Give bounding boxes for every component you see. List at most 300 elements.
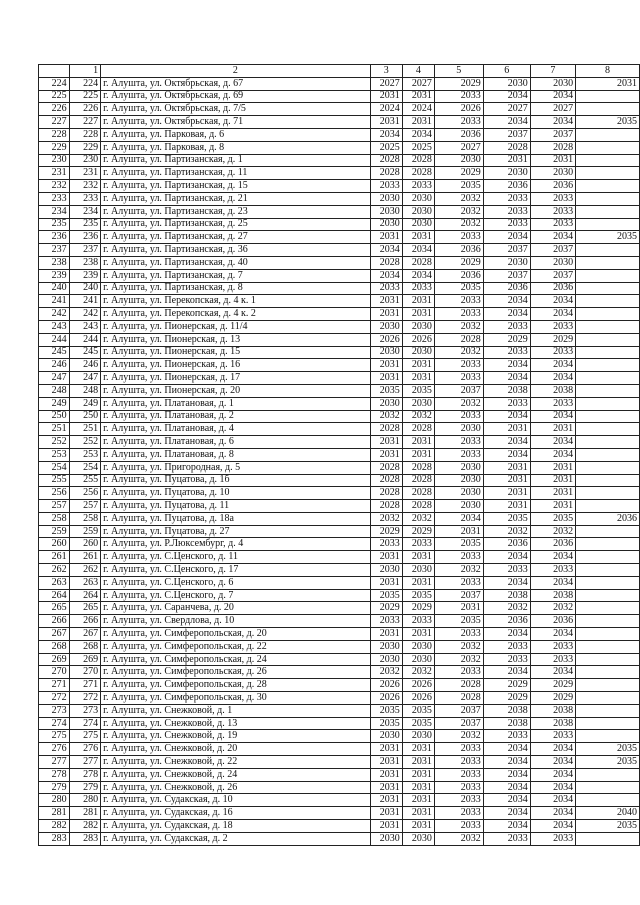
year-col-3-cell: 2030: [370, 320, 402, 333]
year-col-4-cell: 2030: [402, 653, 434, 666]
table-row: [39, 487, 640, 500]
year-col-6-cell: 2031: [483, 461, 530, 474]
year-col-7-cell: 2034: [530, 743, 575, 756]
year-col-8-cell: [576, 423, 640, 436]
year-col-8-cell: 2031: [576, 77, 640, 90]
table-row: [39, 397, 640, 410]
year-col-4-cell: 2030: [402, 832, 434, 845]
year-col-7-cell: 2038: [530, 589, 575, 602]
table-row: [39, 615, 640, 628]
address-cell: г. Алушта, ул. Платановая, д. 2: [101, 410, 371, 423]
year-col-4-cell: 2034: [402, 269, 434, 282]
table-row: [39, 167, 640, 180]
year-col-6-cell: 2038: [483, 589, 530, 602]
table-row: [39, 384, 640, 397]
row-number-cell: 238: [39, 256, 70, 269]
year-col-4-cell: 2028: [402, 423, 434, 436]
item-number-cell: 274: [69, 717, 100, 730]
header-cell: 8: [576, 65, 640, 78]
address-cell: г. Алушта, ул. Партизанская, д. 40: [101, 256, 371, 269]
year-col-6-cell: 2034: [483, 820, 530, 833]
year-col-3-cell: 2031: [370, 308, 402, 321]
year-col-6-cell: 2035: [483, 512, 530, 525]
address-cell: г. Алушта, ул. Платановая, д. 8: [101, 448, 371, 461]
year-col-6-cell: 2037: [483, 128, 530, 141]
year-col-4-cell: 2032: [402, 666, 434, 679]
item-number-cell: 246: [69, 359, 100, 372]
table-row: [39, 717, 640, 730]
table-row: [39, 794, 640, 807]
year-col-7-cell: 2034: [530, 231, 575, 244]
year-col-4-cell: 2027: [402, 77, 434, 90]
year-col-8-cell: [576, 730, 640, 743]
year-col-4-cell: 2032: [402, 512, 434, 525]
year-col-3-cell: 2026: [370, 692, 402, 705]
year-col-4-cell: 2028: [402, 500, 434, 513]
table-row: [39, 756, 640, 769]
year-col-7-cell: 2029: [530, 333, 575, 346]
year-col-6-cell: 2034: [483, 231, 530, 244]
table-row: [39, 564, 640, 577]
item-number-cell: 275: [69, 730, 100, 743]
year-col-7-cell: 2034: [530, 807, 575, 820]
year-col-4-cell: 2033: [402, 615, 434, 628]
year-col-6-cell: 2033: [483, 192, 530, 205]
year-col-4-cell: 2031: [402, 781, 434, 794]
row-number-cell: 271: [39, 679, 70, 692]
item-number-cell: 234: [69, 205, 100, 218]
item-number-cell: 255: [69, 474, 100, 487]
year-col-4-cell: 2031: [402, 436, 434, 449]
address-cell: г. Алушта, ул. Пуцатова, д. 11: [101, 500, 371, 513]
header-cell: [39, 65, 70, 78]
address-cell: г. Алушта, ул. Партизанская, д. 25: [101, 218, 371, 231]
year-col-8-cell: 2035: [576, 756, 640, 769]
row-number-cell: 226: [39, 103, 70, 116]
year-col-6-cell: 2038: [483, 384, 530, 397]
item-number-cell: 270: [69, 666, 100, 679]
year-col-5-cell: 2032: [434, 640, 483, 653]
year-col-4-cell: 2031: [402, 743, 434, 756]
year-col-7-cell: 2029: [530, 692, 575, 705]
year-col-5-cell: 2033: [434, 576, 483, 589]
row-number-cell: 256: [39, 487, 70, 500]
year-col-7-cell: 2034: [530, 448, 575, 461]
year-col-4-cell: 2026: [402, 679, 434, 692]
address-cell: г. Алушта, ул. Перекопская, д. 4 к. 2: [101, 308, 371, 321]
year-col-3-cell: 2029: [370, 602, 402, 615]
year-col-5-cell: 2030: [434, 474, 483, 487]
year-col-4-cell: 2033: [402, 282, 434, 295]
year-col-7-cell: 2034: [530, 781, 575, 794]
year-col-8-cell: [576, 269, 640, 282]
year-col-7-cell: 2032: [530, 525, 575, 538]
year-col-8-cell: 2035: [576, 231, 640, 244]
year-col-7-cell: 2037: [530, 244, 575, 257]
item-number-cell: 241: [69, 295, 100, 308]
item-number-cell: 249: [69, 397, 100, 410]
year-col-3-cell: 2031: [370, 794, 402, 807]
address-cell: г. Алушта, ул. Судакская, д. 16: [101, 807, 371, 820]
year-col-8-cell: [576, 781, 640, 794]
year-col-7-cell: 2036: [530, 538, 575, 551]
year-col-5-cell: 2032: [434, 397, 483, 410]
address-cell: г. Алушта, ул. Парковая, д. 6: [101, 128, 371, 141]
row-number-cell: 280: [39, 794, 70, 807]
address-cell: г. Алушта, ул. Партизанская, д. 11: [101, 167, 371, 180]
address-cell: г. Алушта, ул. Снежковой, д. 1: [101, 704, 371, 717]
year-col-6-cell: 2033: [483, 730, 530, 743]
item-number-cell: 266: [69, 615, 100, 628]
address-cell: г. Алушта, ул. Снежковой, д. 13: [101, 717, 371, 730]
year-col-8-cell: [576, 359, 640, 372]
year-col-4-cell: 2030: [402, 320, 434, 333]
row-number-cell: 250: [39, 410, 70, 423]
year-col-5-cell: 2033: [434, 308, 483, 321]
year-col-6-cell: 2033: [483, 397, 530, 410]
year-col-8-cell: [576, 602, 640, 615]
year-col-5-cell: 2029: [434, 77, 483, 90]
year-col-7-cell: 2034: [530, 768, 575, 781]
row-number-cell: 281: [39, 807, 70, 820]
year-col-5-cell: 2033: [434, 448, 483, 461]
item-number-cell: 253: [69, 448, 100, 461]
year-col-4-cell: 2030: [402, 218, 434, 231]
year-col-5-cell: 2032: [434, 320, 483, 333]
table-row: [39, 308, 640, 321]
address-cell: г. Алушта, ул. Пуцатова, д. 18а: [101, 512, 371, 525]
address-cell: г. Алушта, ул. Свердлова, д. 10: [101, 615, 371, 628]
year-col-8-cell: [576, 794, 640, 807]
year-col-6-cell: 2034: [483, 628, 530, 641]
year-col-5-cell: 2035: [434, 180, 483, 193]
year-col-3-cell: 2031: [370, 372, 402, 385]
year-col-8-cell: [576, 192, 640, 205]
year-col-6-cell: 2033: [483, 832, 530, 845]
year-col-8-cell: [576, 500, 640, 513]
year-col-5-cell: 2032: [434, 730, 483, 743]
year-col-4-cell: 2030: [402, 192, 434, 205]
year-col-4-cell: 2031: [402, 116, 434, 129]
address-cell: г. Алушта, ул. Снежковой, д. 22: [101, 756, 371, 769]
year-col-8-cell: [576, 666, 640, 679]
address-cell: г. Алушта, ул. Октябрьская, д. 7/5: [101, 103, 371, 116]
item-number-cell: 269: [69, 653, 100, 666]
year-col-8-cell: [576, 679, 640, 692]
year-col-7-cell: 2034: [530, 359, 575, 372]
year-col-6-cell: 2034: [483, 116, 530, 129]
year-col-5-cell: 2033: [434, 781, 483, 794]
year-col-8-cell: [576, 180, 640, 193]
year-col-6-cell: 2031: [483, 474, 530, 487]
row-number-cell: 240: [39, 282, 70, 295]
year-col-6-cell: 2031: [483, 487, 530, 500]
item-number-cell: 251: [69, 423, 100, 436]
year-col-3-cell: 2028: [370, 256, 402, 269]
year-col-4-cell: 2030: [402, 564, 434, 577]
row-number-cell: 268: [39, 640, 70, 653]
row-number-cell: 279: [39, 781, 70, 794]
year-col-6-cell: 2034: [483, 551, 530, 564]
item-number-cell: 256: [69, 487, 100, 500]
year-col-4-cell: 2028: [402, 167, 434, 180]
table-row: [39, 423, 640, 436]
address-cell: г. Алушта, ул. Снежковой, д. 24: [101, 768, 371, 781]
item-number-cell: 258: [69, 512, 100, 525]
address-cell: г. Алушта, ул. Перекопская, д. 4 к. 1: [101, 295, 371, 308]
address-cell: г. Алушта, ул. Партизанская, д. 15: [101, 180, 371, 193]
address-cell: г. Алушта, ул. Р.Люксембург, д. 4: [101, 538, 371, 551]
row-number-cell: 264: [39, 589, 70, 602]
row-number-cell: 272: [39, 692, 70, 705]
row-number-cell: 247: [39, 372, 70, 385]
year-col-4-cell: 2035: [402, 717, 434, 730]
item-number-cell: 225: [69, 90, 100, 103]
year-col-7-cell: 2034: [530, 820, 575, 833]
row-number-cell: 275: [39, 730, 70, 743]
row-number-cell: 230: [39, 154, 70, 167]
year-col-4-cell: 2029: [402, 602, 434, 615]
year-col-7-cell: 2037: [530, 269, 575, 282]
row-number-cell: 266: [39, 615, 70, 628]
year-col-3-cell: 2031: [370, 90, 402, 103]
year-col-6-cell: 2033: [483, 346, 530, 359]
item-number-cell: 283: [69, 832, 100, 845]
item-number-cell: 248: [69, 384, 100, 397]
year-col-6-cell: 2034: [483, 436, 530, 449]
year-col-7-cell: 2028: [530, 141, 575, 154]
row-number-cell: 277: [39, 756, 70, 769]
year-col-3-cell: 2033: [370, 282, 402, 295]
table-row: [39, 602, 640, 615]
year-col-5-cell: 2033: [434, 628, 483, 641]
year-col-8-cell: [576, 589, 640, 602]
year-col-7-cell: 2033: [530, 346, 575, 359]
year-col-7-cell: 2034: [530, 295, 575, 308]
year-col-5-cell: 2026: [434, 103, 483, 116]
year-col-7-cell: 2038: [530, 717, 575, 730]
table-row: [39, 116, 640, 129]
address-cell: г. Алушта, ул. Партизанская, д. 23: [101, 205, 371, 218]
table-row: [39, 154, 640, 167]
row-number-cell: 233: [39, 192, 70, 205]
table-row: [39, 666, 640, 679]
row-number-cell: 235: [39, 218, 70, 231]
table-row: [39, 807, 640, 820]
year-col-3-cell: 2030: [370, 832, 402, 845]
year-col-6-cell: 2034: [483, 756, 530, 769]
year-col-4-cell: 2031: [402, 448, 434, 461]
row-number-cell: 249: [39, 397, 70, 410]
item-number-cell: 280: [69, 794, 100, 807]
row-number-cell: 241: [39, 295, 70, 308]
year-col-3-cell: 2030: [370, 397, 402, 410]
item-number-cell: 239: [69, 269, 100, 282]
year-col-3-cell: 2028: [370, 487, 402, 500]
item-number-cell: 257: [69, 500, 100, 513]
year-col-5-cell: 2032: [434, 653, 483, 666]
year-col-3-cell: 2031: [370, 743, 402, 756]
year-col-3-cell: 2030: [370, 205, 402, 218]
year-col-7-cell: 2033: [530, 320, 575, 333]
year-col-8-cell: 2036: [576, 512, 640, 525]
table-row: [39, 282, 640, 295]
year-col-6-cell: 2034: [483, 768, 530, 781]
year-col-5-cell: 2032: [434, 346, 483, 359]
row-number-cell: 262: [39, 564, 70, 577]
year-col-3-cell: 2031: [370, 781, 402, 794]
year-col-8-cell: [576, 768, 640, 781]
year-col-7-cell: 2033: [530, 653, 575, 666]
year-col-4-cell: 2035: [402, 589, 434, 602]
year-col-7-cell: 2030: [530, 167, 575, 180]
address-cell: г. Алушта, ул. Партизанская, д. 1: [101, 154, 371, 167]
year-col-3-cell: 2031: [370, 551, 402, 564]
item-number-cell: 227: [69, 116, 100, 129]
year-col-6-cell: 2031: [483, 500, 530, 513]
year-col-7-cell: 2033: [530, 205, 575, 218]
table-row: [39, 320, 640, 333]
year-col-8-cell: [576, 205, 640, 218]
address-cell: г. Алушта, ул. Пионерская, д. 11/4: [101, 320, 371, 333]
year-col-8-cell: [576, 576, 640, 589]
year-col-3-cell: 2035: [370, 589, 402, 602]
year-col-6-cell: 2034: [483, 743, 530, 756]
year-col-8-cell: [576, 448, 640, 461]
year-col-3-cell: 2030: [370, 218, 402, 231]
year-col-7-cell: 2037: [530, 128, 575, 141]
row-number-cell: 245: [39, 346, 70, 359]
year-col-4-cell: 2026: [402, 333, 434, 346]
address-cell: г. Алушта, ул. Пуцатова, д. 27: [101, 525, 371, 538]
row-number-cell: 255: [39, 474, 70, 487]
address-cell: г. Алушта, ул. С.Ценского, д. 11: [101, 551, 371, 564]
table-row: [39, 474, 640, 487]
row-number-cell: 283: [39, 832, 70, 845]
address-cell: г. Алушта, ул. Снежковой, д. 20: [101, 743, 371, 756]
year-col-8-cell: [576, 167, 640, 180]
item-number-cell: 244: [69, 333, 100, 346]
year-col-8-cell: [576, 154, 640, 167]
table-row: [39, 141, 640, 154]
year-col-6-cell: 2038: [483, 704, 530, 717]
row-number-cell: 227: [39, 116, 70, 129]
year-col-3-cell: 2024: [370, 103, 402, 116]
row-number-cell: 248: [39, 384, 70, 397]
year-col-3-cell: 2035: [370, 704, 402, 717]
year-col-3-cell: 2034: [370, 269, 402, 282]
table-row: [39, 333, 640, 346]
year-col-4-cell: 2025: [402, 141, 434, 154]
year-col-3-cell: 2035: [370, 384, 402, 397]
address-cell: г. Алушта, ул. Платановая, д. 1: [101, 397, 371, 410]
table-row: [39, 525, 640, 538]
address-cell: г. Алушта, ул. Платановая, д. 4: [101, 423, 371, 436]
year-col-8-cell: [576, 653, 640, 666]
item-number-cell: 231: [69, 167, 100, 180]
year-col-6-cell: 2030: [483, 167, 530, 180]
year-col-7-cell: 2036: [530, 615, 575, 628]
year-col-7-cell: 2029: [530, 679, 575, 692]
year-col-8-cell: 2035: [576, 116, 640, 129]
year-col-5-cell: 2033: [434, 359, 483, 372]
row-number-cell: 258: [39, 512, 70, 525]
row-number-cell: 234: [39, 205, 70, 218]
year-col-4-cell: 2033: [402, 538, 434, 551]
row-number-cell: 267: [39, 628, 70, 641]
year-col-8-cell: [576, 333, 640, 346]
year-col-3-cell: 2026: [370, 333, 402, 346]
year-col-7-cell: 2033: [530, 192, 575, 205]
year-col-8-cell: [576, 244, 640, 257]
address-cell: г. Алушта, ул. Платановая, д. 6: [101, 436, 371, 449]
year-col-6-cell: 2030: [483, 256, 530, 269]
year-col-5-cell: 2028: [434, 692, 483, 705]
table-row: [39, 205, 640, 218]
year-col-6-cell: 2028: [483, 141, 530, 154]
address-cell: г. Алушта, ул. Судакская, д. 2: [101, 832, 371, 845]
address-cell: г. Алушта, ул. Партизанская, д. 27: [101, 231, 371, 244]
table-row: [39, 704, 640, 717]
year-col-5-cell: 2033: [434, 410, 483, 423]
year-col-4-cell: 2034: [402, 244, 434, 257]
year-col-4-cell: 2028: [402, 487, 434, 500]
year-col-3-cell: 2031: [370, 295, 402, 308]
year-col-7-cell: 2034: [530, 666, 575, 679]
row-number-cell: 282: [39, 820, 70, 833]
year-col-3-cell: 2030: [370, 564, 402, 577]
year-col-3-cell: 2033: [370, 615, 402, 628]
year-col-7-cell: 2034: [530, 628, 575, 641]
row-number-cell: 246: [39, 359, 70, 372]
year-col-7-cell: 2031: [530, 461, 575, 474]
year-col-6-cell: 2029: [483, 692, 530, 705]
row-number-cell: 236: [39, 231, 70, 244]
schedule-table: [38, 64, 640, 846]
item-number-cell: 235: [69, 218, 100, 231]
header-cell: 1: [69, 65, 100, 78]
year-col-3-cell: 2028: [370, 154, 402, 167]
row-number-cell: 243: [39, 320, 70, 333]
year-col-7-cell: 2036: [530, 282, 575, 295]
year-col-7-cell: 2032: [530, 602, 575, 615]
table-row: [39, 653, 640, 666]
year-col-8-cell: [576, 461, 640, 474]
year-col-8-cell: [576, 308, 640, 321]
table-row: [39, 410, 640, 423]
year-col-7-cell: 2030: [530, 77, 575, 90]
row-number-cell: 244: [39, 333, 70, 346]
address-cell: г. Алушта, ул. Пионерская, д. 16: [101, 359, 371, 372]
year-col-4-cell: 2030: [402, 346, 434, 359]
table-row: [39, 231, 640, 244]
year-col-7-cell: 2034: [530, 372, 575, 385]
item-number-cell: 243: [69, 320, 100, 333]
year-col-7-cell: 2030: [530, 256, 575, 269]
address-cell: г. Алушта, ул. Пуцатова, д. 1б: [101, 474, 371, 487]
table-row: [39, 730, 640, 743]
year-col-3-cell: 2028: [370, 461, 402, 474]
table-row: [39, 679, 640, 692]
year-col-5-cell: 2033: [434, 794, 483, 807]
table-row: [39, 256, 640, 269]
year-col-4-cell: 2031: [402, 768, 434, 781]
year-col-6-cell: 2030: [483, 77, 530, 90]
year-col-3-cell: 2031: [370, 576, 402, 589]
year-col-5-cell: 2037: [434, 717, 483, 730]
header-cell: 7: [530, 65, 575, 78]
year-col-8-cell: [576, 320, 640, 333]
